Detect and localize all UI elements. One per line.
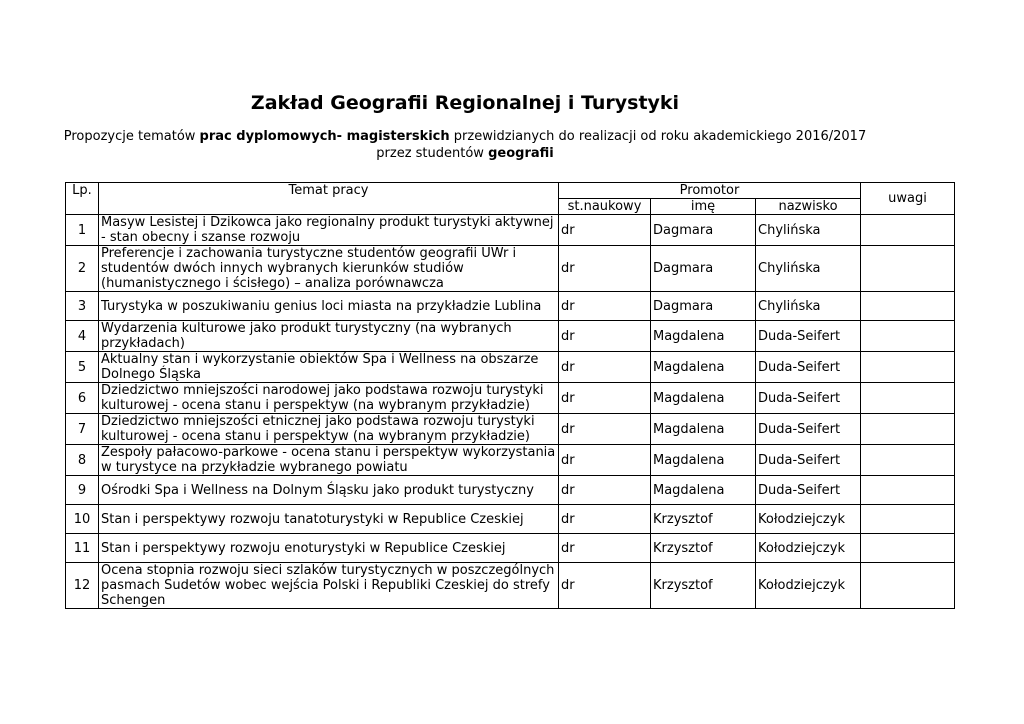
row-lp: 6 [66, 383, 99, 414]
table-row [66, 352, 955, 383]
document-subtitle [0, 128, 930, 162]
row-surname: Duda-Seifert [756, 352, 861, 383]
subtitle-emphasis-field: geografii [488, 146, 554, 161]
row-surname: Duda-Seifert [756, 383, 861, 414]
row-topic: Dziedzictwo mniejszości etnicznej jako podstawa rozwoju turystyki kulturowej - ocena stanu i perspektyw (na wybranym przykładzie) [99, 414, 559, 445]
table-row [66, 505, 955, 534]
header-lp: Lp. [66, 183, 99, 215]
row-topic: Dziedzictwo mniejszości narodowej jako podstawa rozwoju turystyki kulturowej - ocena stanu i perspektyw (na wybranym przykładzie) [99, 383, 559, 414]
subtitle-line-2 [0, 145, 930, 162]
row-notes [861, 414, 955, 445]
row-surname: Chylińska [756, 246, 861, 292]
row-topic: Stan i perspektywy rozwoju tanatoturystyki w Republice Czeskiej [99, 505, 559, 534]
table-row [66, 534, 955, 563]
row-topic: Ocena stopnia rozwoju sieci szlaków turystycznych w poszczególnych pasmach Sudetów wobec wejścia Polski i Republiki Czeskiej do strefy Schengen [99, 563, 559, 609]
row-first-name: Magdalena [651, 476, 756, 505]
row-degree: dr [559, 445, 651, 476]
table-header-row-1 [66, 183, 955, 199]
row-surname: Chylińska [756, 292, 861, 321]
row-degree: dr [559, 215, 651, 246]
row-first-name: Magdalena [651, 321, 756, 352]
row-first-name: Krzysztof [651, 534, 756, 563]
row-degree: dr [559, 563, 651, 609]
row-topic: Ośrodki Spa i Wellness na Dolnym Śląsku jako produkt turystyczny [99, 476, 559, 505]
row-degree: dr [559, 383, 651, 414]
row-first-name: Dagmara [651, 215, 756, 246]
row-surname: Kołodziejczyk [756, 563, 861, 609]
row-topic: Preferencje i zachowania turystyczne studentów geografii UWr i studentów dwóch innych wybranych kierunków studiów (humanistycznego i ścisłego) – analiza porównawcza [99, 246, 559, 292]
row-lp: 2 [66, 246, 99, 292]
row-lp: 5 [66, 352, 99, 383]
table-row [66, 246, 955, 292]
row-topic: Stan i perspektywy rozwoju enoturystyki w Republice Czeskiej [99, 534, 559, 563]
row-topic: Wydarzenia kulturowe jako produkt turystyczny (na wybranych przykładach) [99, 321, 559, 352]
header-degree: st.naukowy [559, 199, 651, 215]
row-first-name: Krzysztof [651, 505, 756, 534]
table-row [66, 383, 955, 414]
table-row [66, 292, 955, 321]
row-lp: 12 [66, 563, 99, 609]
table-row [66, 215, 955, 246]
topics-table [65, 182, 955, 609]
row-surname: Kołodziejczyk [756, 534, 861, 563]
row-topic: Masyw Lesistej i Dzikowca jako regionalny produkt turystyki aktywnej - stan obecny i szanse rozwoju [99, 215, 559, 246]
row-first-name: Magdalena [651, 414, 756, 445]
row-lp: 7 [66, 414, 99, 445]
row-notes [861, 292, 955, 321]
row-first-name: Krzysztof [651, 563, 756, 609]
topics-table-body [66, 183, 955, 609]
subtitle-text-c: przez studentów [376, 146, 489, 161]
row-notes [861, 563, 955, 609]
table-row [66, 476, 955, 505]
table-row [66, 445, 955, 476]
row-first-name: Magdalena [651, 383, 756, 414]
row-notes [861, 445, 955, 476]
row-surname: Duda-Seifert [756, 414, 861, 445]
row-first-name: Magdalena [651, 445, 756, 476]
row-degree: dr [559, 505, 651, 534]
row-lp: 8 [66, 445, 99, 476]
row-first-name: Magdalena [651, 352, 756, 383]
header-surname: nazwisko [756, 199, 861, 215]
row-surname: Chylińska [756, 215, 861, 246]
row-notes [861, 246, 955, 292]
row-notes [861, 352, 955, 383]
row-surname: Duda-Seifert [756, 445, 861, 476]
row-degree: dr [559, 292, 651, 321]
subtitle-text-b: przewidzianych do realizacji od roku akademickiego 2016/2017 [449, 129, 867, 144]
row-lp: 9 [66, 476, 99, 505]
header-first-name: imę [651, 199, 756, 215]
subtitle-text-a: Propozycje tematów [63, 129, 200, 144]
row-lp: 4 [66, 321, 99, 352]
table-row [66, 563, 955, 609]
subtitle-line-1 [0, 128, 930, 145]
table-row [66, 321, 955, 352]
row-lp: 1 [66, 215, 99, 246]
row-degree: dr [559, 414, 651, 445]
row-lp: 3 [66, 292, 99, 321]
header-notes: uwagi [861, 183, 955, 215]
row-notes [861, 534, 955, 563]
table-row [66, 414, 955, 445]
row-notes [861, 476, 955, 505]
header-topic: Temat pracy [99, 183, 559, 215]
row-topic: Zespoły pałacowo-parkowe - ocena stanu i perspektyw wykorzystania w turystyce na przykładzie wybranego powiatu [99, 445, 559, 476]
row-lp: 11 [66, 534, 99, 563]
row-degree: dr [559, 534, 651, 563]
row-topic: Aktualny stan i wykorzystanie obiektów Spa i Wellness na obszarze Dolnego Śląska [99, 352, 559, 383]
subtitle-emphasis-thesis-type: prac dyplomowych- magisterskich [199, 129, 450, 144]
row-degree: dr [559, 321, 651, 352]
document-title: Zakład Geografii Regionalnej i Turystyki [250, 92, 680, 114]
row-degree: dr [559, 476, 651, 505]
row-notes [861, 321, 955, 352]
row-surname: Duda-Seifert [756, 321, 861, 352]
row-degree: dr [559, 352, 651, 383]
header-promotor: Promotor [559, 183, 861, 199]
row-lp: 10 [66, 505, 99, 534]
row-first-name: Dagmara [651, 246, 756, 292]
row-notes [861, 383, 955, 414]
row-topic: Turystyka w poszukiwaniu genius loci miasta na przykładzie Lublina [99, 292, 559, 321]
row-degree: dr [559, 246, 651, 292]
row-surname: Duda-Seifert [756, 476, 861, 505]
row-surname: Kołodziejczyk [756, 505, 861, 534]
row-notes [861, 505, 955, 534]
row-notes [861, 215, 955, 246]
row-first-name: Dagmara [651, 292, 756, 321]
